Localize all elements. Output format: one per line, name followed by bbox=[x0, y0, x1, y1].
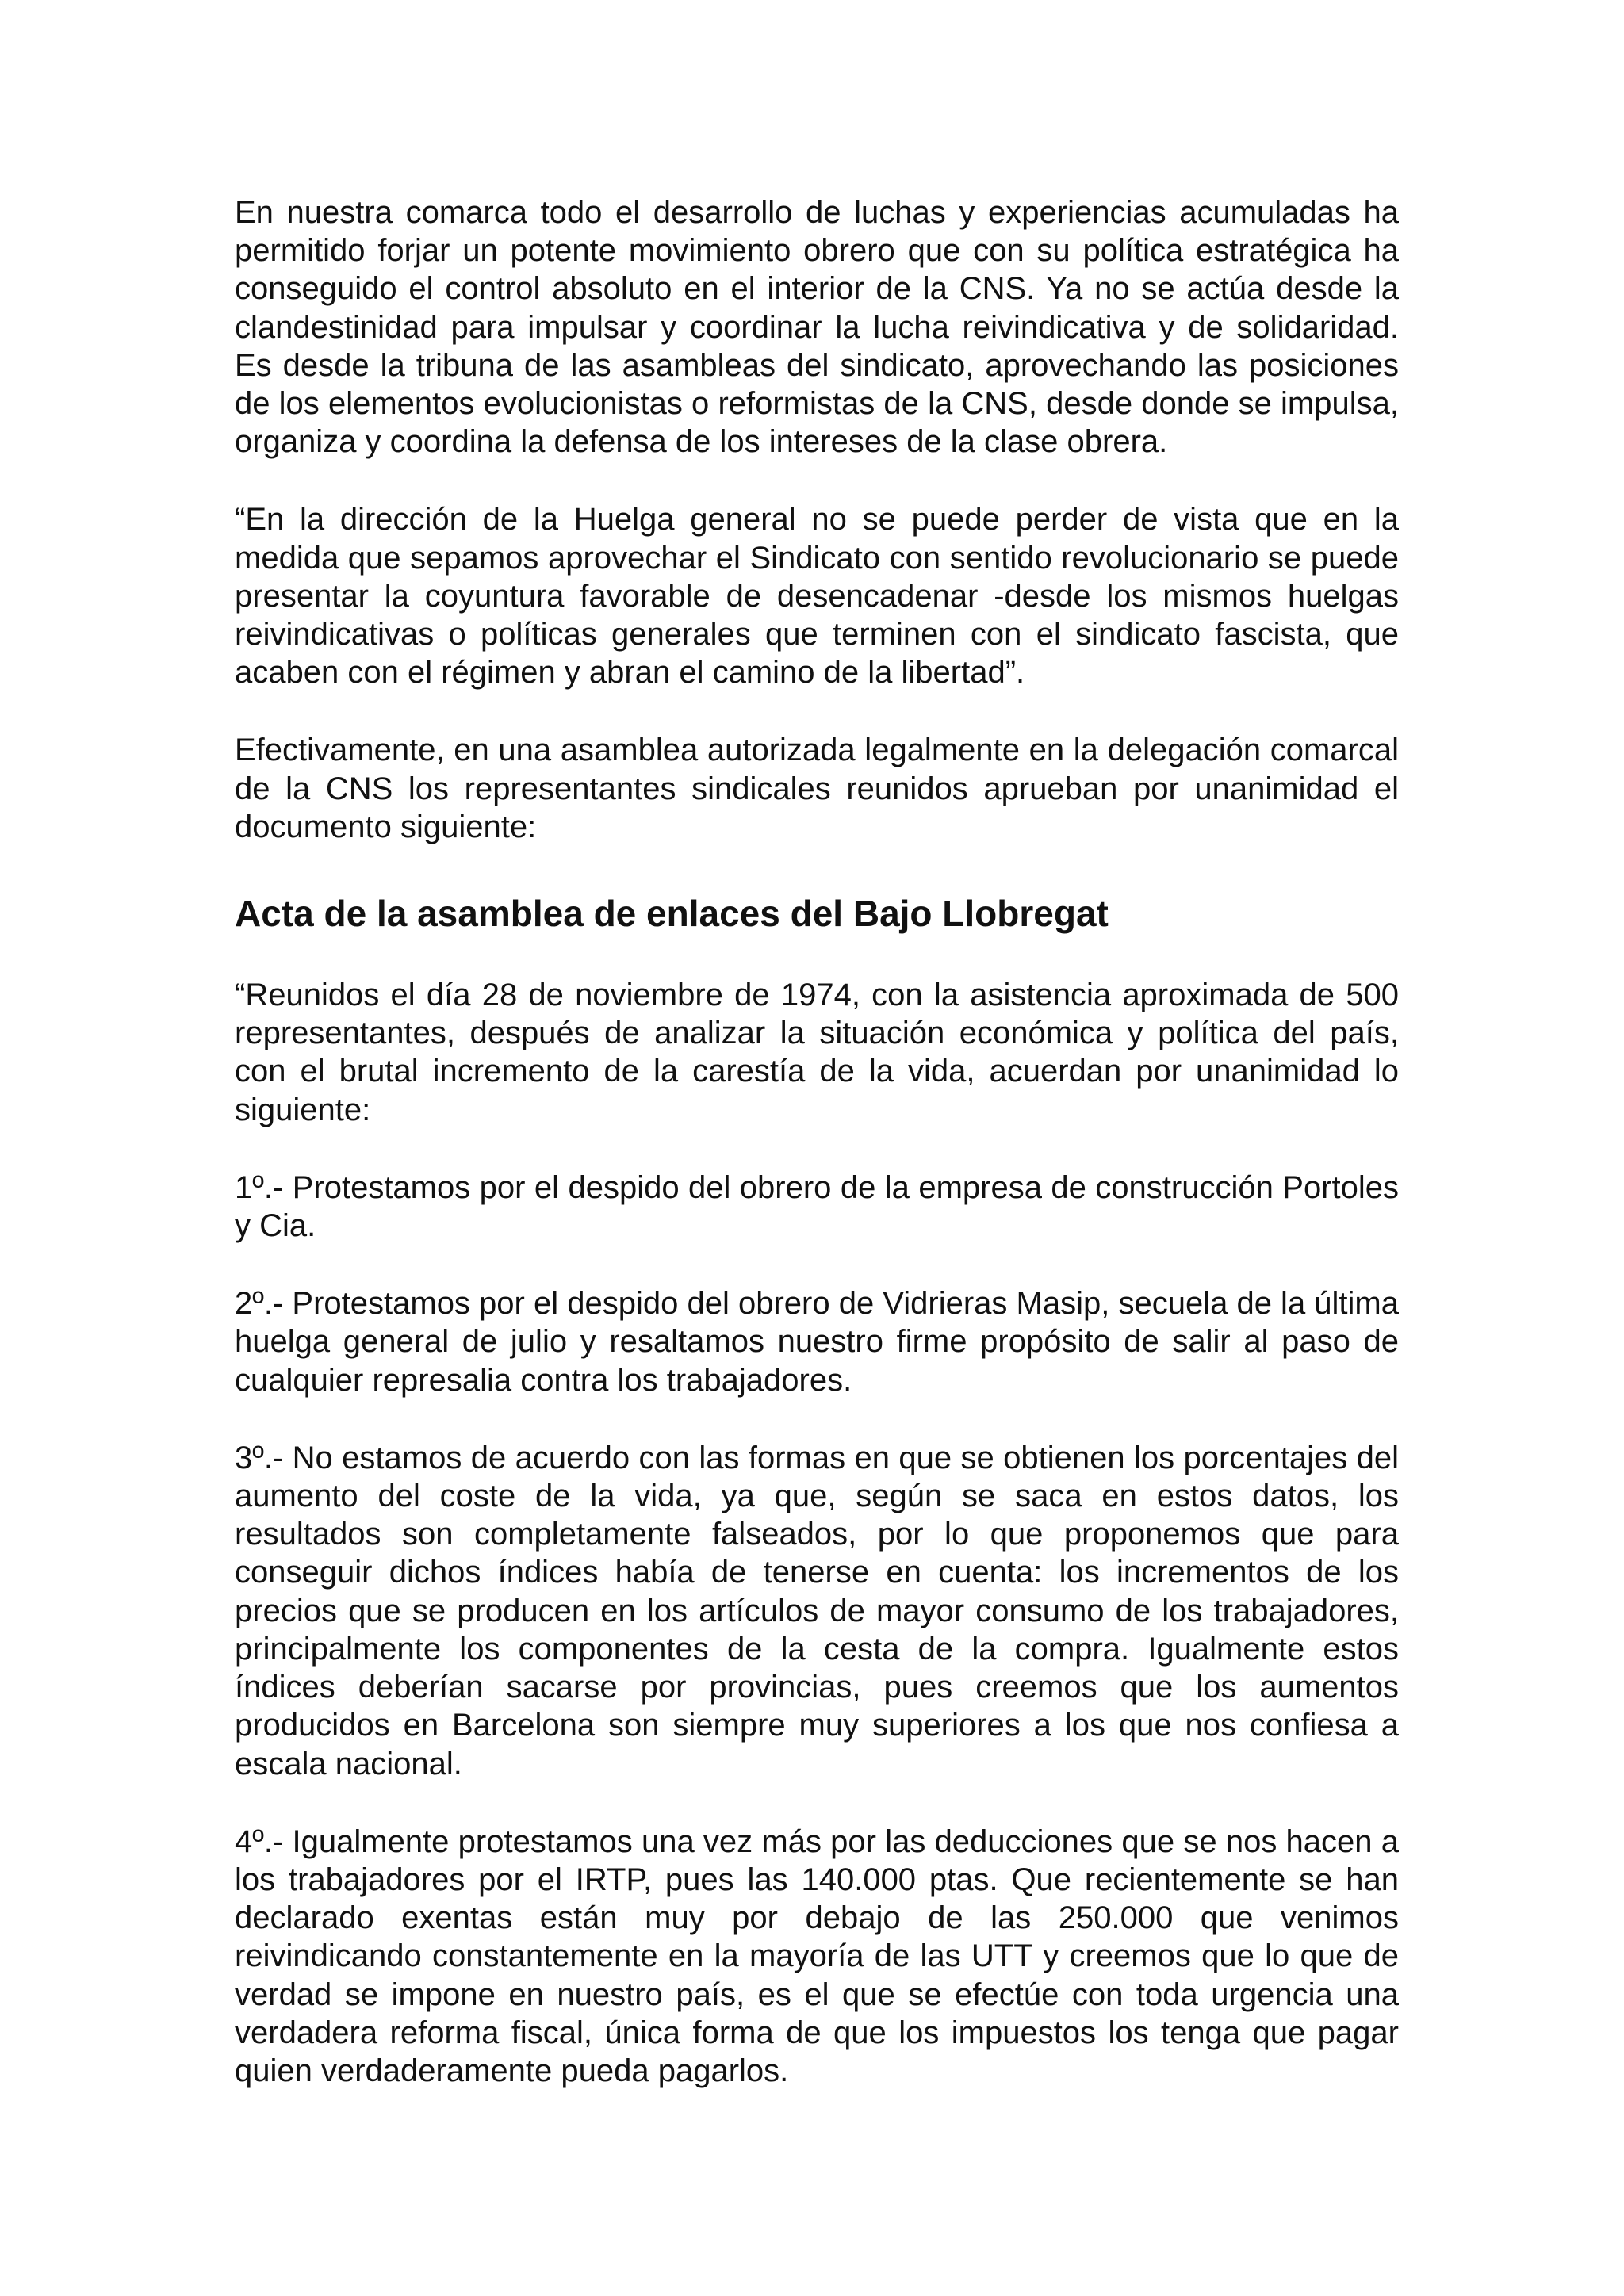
paragraph-acta-item-2: 2º.- Protestamos por el despido del obrero de Vidrieras Masip, secuela de la última huelga general de julio y resaltamos nuestro firme propósito de salir al paso de cualquier represalia contra los trabajadores. bbox=[235, 1286, 1399, 1398]
paragraph-acta-item-1: 1º.- Protestamos por el despido del obrero de la empresa de construcción Portoles y Cia. bbox=[235, 1169, 1399, 1244]
paragraph-acta-item-4: 4º.- Igualmente protestamos una vez más por las deducciones que se nos hacen a los trabajadores por el IRTP, pues las 140.000 ptas. Que recientemente se han declarado exentas están muy por debajo de las 250.000 que venimos reivindicando constantemente en la mayoría de las UTT y creemos que lo que de verdad se impone en nuestro país, es el que se efectúe con toda urgencia una verdadera reforma fiscal, única forma de que los impuestos los tenga que pagar quien verdaderamente pueda pagarlos. bbox=[235, 1823, 1399, 2088]
paragraph-asamblea-autorizada: Efectivamente, en una asamblea autorizada legalmente en la delegación comarcal de la CNS los representantes sindicales reunidos aprueban por unanimidad el documento siguiente: bbox=[235, 733, 1399, 844]
paragraph-intro-1: En nuestra comarca todo el desarrollo de luchas y experiencias acumuladas ha permitido forjar un potente movimiento obrero que con su política estratégica ha conseguido el control absoluto en el interior de la CNS. Ya no se actúa desde la clandestinidad para impulsar y coordinar la lucha reivindicativa y de solidaridad. Es desde la tribuna de las asambleas del sindicato, aprovechando las posiciones de los elementos evolucionistas o reformistas de la CNS, desde donde se impulsa, organiza y coordina la defensa de los intereses de la clase obrera. bbox=[235, 195, 1399, 460]
paragraph-acta-reunidos: “Reunidos el día 28 de noviembre de 1974, con la asistencia aproximada de 500 representantes, después de analizar la situación económica y política del país, con el brutal incremento de la carestía de la vida, acuerdan por unanimidad lo siguiente: bbox=[235, 978, 1399, 1127]
paragraph-quote-huelga-general: “En la dirección de la Huelga general no se puede perder de vista que en la medida que sepamos aprovechar el Sindicato con sentido revolucionario se puede presentar la coyuntura favorable de desencadenar -desde los mismos huelgas reivindicativas o políticas generales que terminen con el sindicato fascista, que acaben con el régimen y abran el camino de la libertad”. bbox=[235, 502, 1399, 691]
paragraph-acta-item-3: 3º.- No estamos de acuerdo con las formas en que se obtienen los porcentajes del aumento del coste de la vida, ya que, según se saca en estos datos, los resultados son completamente falseados, por lo que proponemos que para conseguir dichos índices había de tenerse en cuenta: los incrementos de los precios que se producen en los artículos de mayor consumo de los trabajadores, principalmente los componentes de la cesta de la compra. Igualmente estos índices deberían sacarse por provincias, pues creemos que los aumentos producidos en Barcelona son siempre muy superiores a los que nos confiesa a escala nacional. bbox=[235, 1440, 1399, 1781]
section-heading-acta: Acta de la asamblea de enlaces del Bajo Llobregat bbox=[235, 893, 1109, 935]
document-body bbox=[235, 193, 1399, 2090]
